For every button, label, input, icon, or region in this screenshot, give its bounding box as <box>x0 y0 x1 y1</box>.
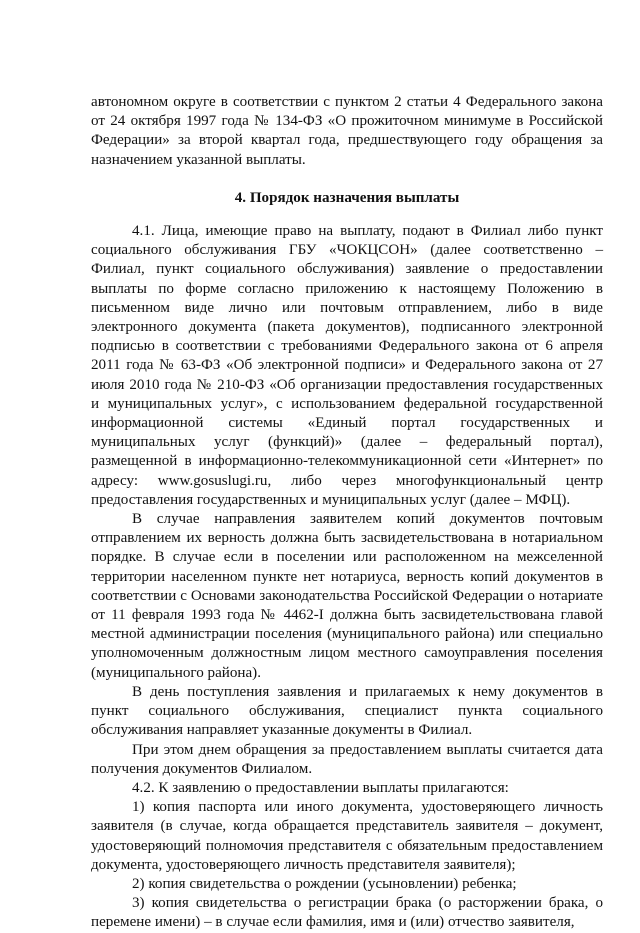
paragraph-postal-copies: В случае направления заявителем копий документов почтовым отправлением их верность должна быть засвидетельствована в нотариальном порядке. В случае если в поселении или расположенном на межселенной территории населенном пункте нет нотариуса, верность копий документов в соответствии с Основами законодательства Российской Федерации о нотариате от 11 февраля 1993 года № 4462-I должна быть засвидетельствована главой местной администрации поселения (муниципального района) или специально уполномоченным должностным лицом местного самоуправления поселения (муниципального района). <box>91 511 603 681</box>
paragraph-application-date: При этом днем обращения за предоставлением выплаты считается дата получения документов Филиалом. <box>91 741 603 777</box>
document-body <box>91 93 603 933</box>
list-item-3: 3) копия свидетельства о регистрации брака (о расторжении брака, о перемене имени) – в случае если фамилия, имя и (или) отчество заявителя, <box>91 895 603 931</box>
paragraph-4-1: 4.1. Лица, имеющие право на выплату, подают в Филиал либо пункт социального обслуживания ГБУ «ЧОКЦСОН» (далее соответственно – Филиал, пункт социального обслуживания) заявление о предоставлении выплаты по форме согласно приложению к настоящему Положению в письменном виде лично или почтовым отправлением, либо в виде электронного документа (пакета документов), подписанного электронной подписью в соответствии с требованиями Федерального закона от 6 апреля 2011 года № 63-ФЗ «Об электронной подписи» и Федерального закона от 27 июля 2010 года № 210-ФЗ «Об организации предоставления государственных и муниципальных услуг», с использованием федеральной государственной информационной системы «Единый портал государственных и муниципальных услуг (функций)» (далее – федеральный портал), размещенной в информационно-телекоммуникационной сети «Интернет» по адресу: www.gosuslugi.ru, либо через многофункциональный центр предоставления государственных и муниципальных услуг (далее – МФЦ). <box>91 223 603 508</box>
paragraph-4-2: 4.2. К заявлению о предоставлении выплаты прилагаются: <box>132 779 509 796</box>
list-item-2: 2) копия свидетельства о рождении (усыновлении) ребенка; <box>132 875 517 892</box>
intro-paragraph: автономном округе в соответствии с пунктом 2 статьи 4 Федерального закона от 24 октября 1997 года № 134-ФЗ «О прожиточном минимуме в Российской Федерации» за второй квартал года, предшествующего году обращения за назначением указанной выплаты. <box>91 94 603 168</box>
section-heading: 4. Порядок назначения выплаты <box>234 189 460 206</box>
list-item-1: 1) копия паспорта или иного документа, удостоверяющего личность заявителя (в случае, когда обращается представитель заявителя – документ, удостоверяющий полномочия представителя с обязательным предоставлением документа, удостоверяющего личность представителя заявителя); <box>91 799 603 873</box>
paragraph-submission-day: В день поступления заявления и прилагаемых к нему документов в пункт социального обслуживания, специалист пункта социального обслуживания направляет указанные документы в Филиал. <box>91 683 603 739</box>
